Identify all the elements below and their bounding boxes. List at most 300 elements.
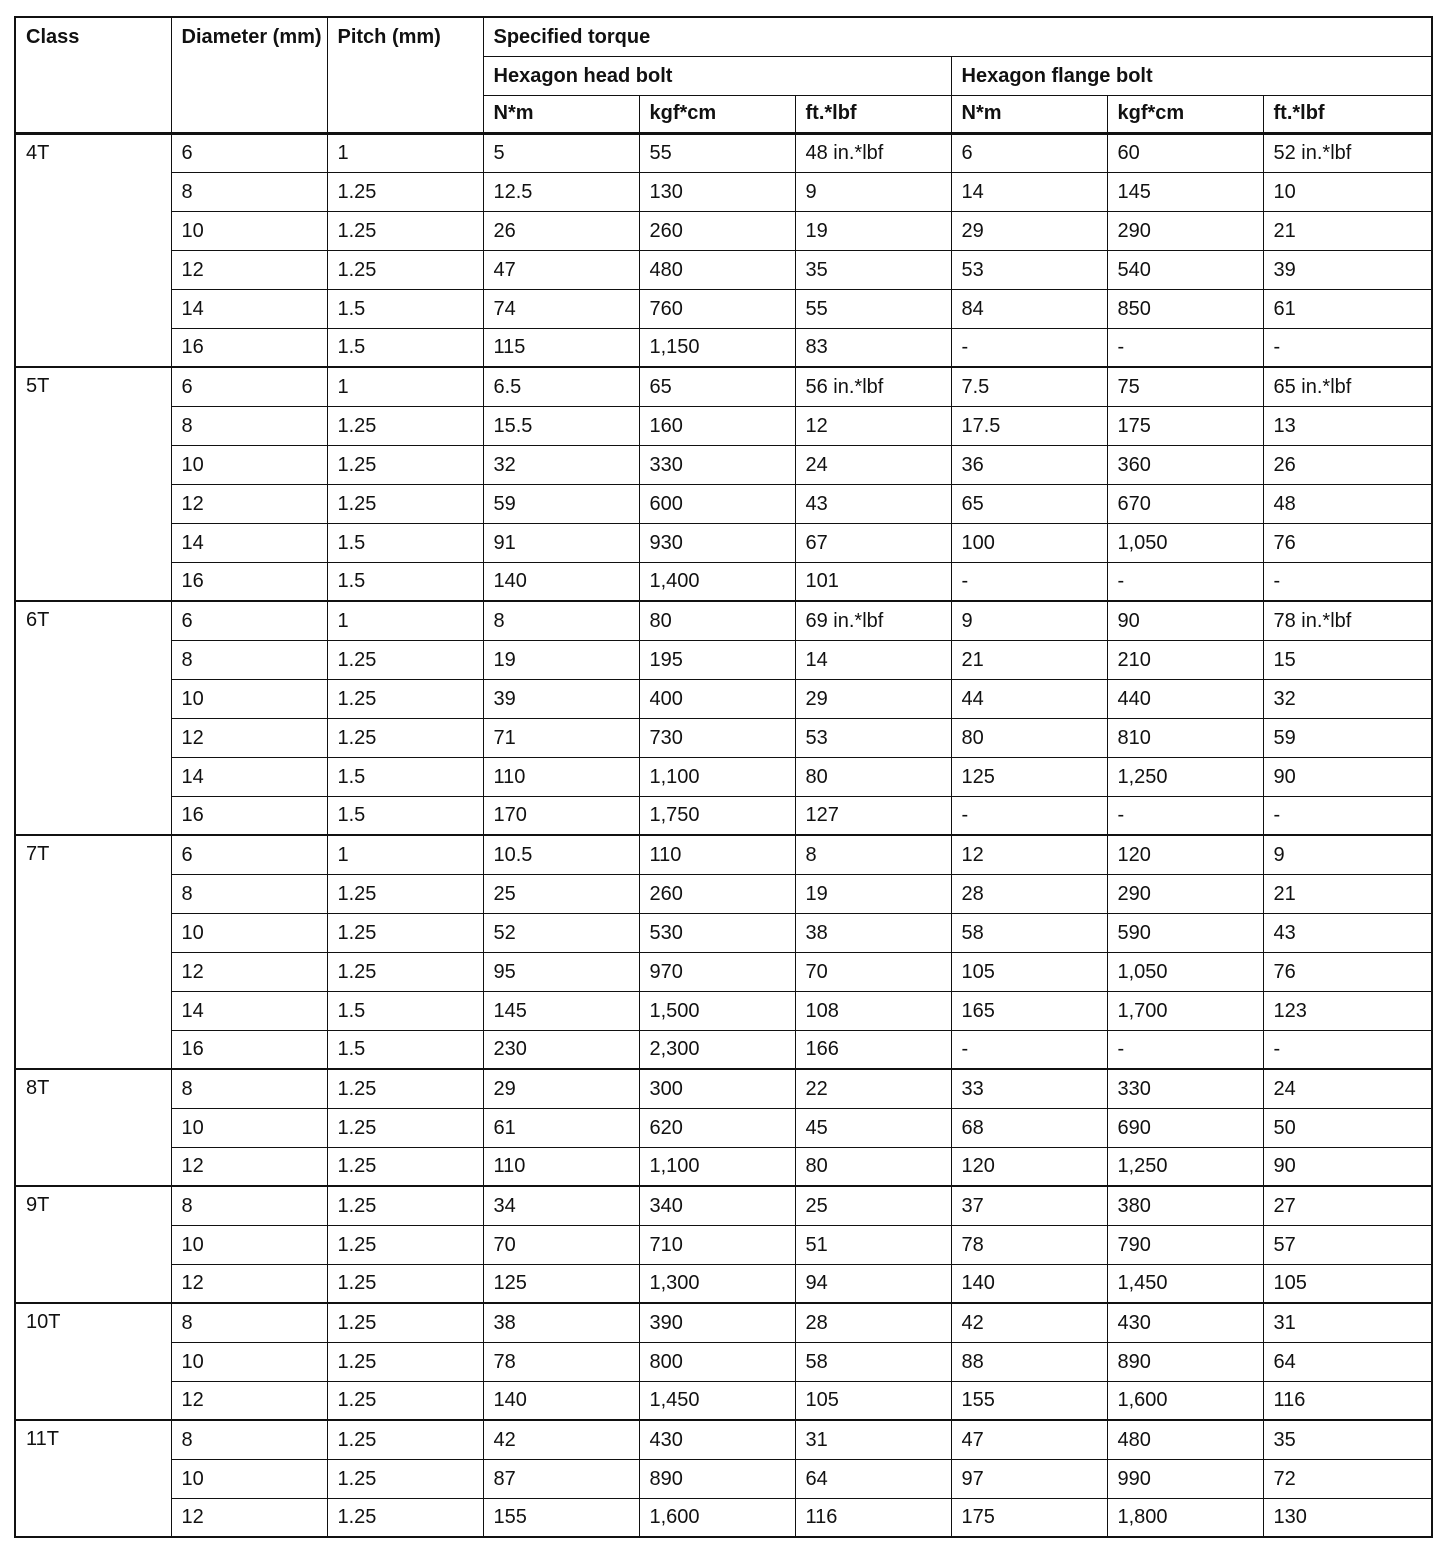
- cell-head-ftlbf: 14: [795, 640, 951, 679]
- cell-flange-kgfcm: 290: [1107, 874, 1263, 913]
- cell-flange-kgfcm: 670: [1107, 484, 1263, 523]
- cell-diameter: 10: [171, 445, 327, 484]
- cell-flange-nm: -: [951, 796, 1107, 835]
- cell-flange-ftlbf: 76: [1263, 952, 1432, 991]
- cell-diameter: 14: [171, 523, 327, 562]
- header-unit-flange-nm: N*m: [951, 95, 1107, 133]
- cell-head-nm: 95: [483, 952, 639, 991]
- table-row: [15, 1225, 1432, 1264]
- cell-flange-nm: 29: [951, 211, 1107, 250]
- cell-head-nm: 8: [483, 601, 639, 640]
- cell-flange-kgfcm: 75: [1107, 367, 1263, 406]
- cell-head-ftlbf: 12: [795, 406, 951, 445]
- cell-pitch: 1.25: [327, 1225, 483, 1264]
- cell-flange-nm: 65: [951, 484, 1107, 523]
- cell-flange-kgfcm: 90: [1107, 601, 1263, 640]
- cell-head-kgfcm: 300: [639, 1069, 795, 1108]
- cell-pitch: 1.25: [327, 1342, 483, 1381]
- cell-head-nm: 140: [483, 1381, 639, 1420]
- cell-head-ftlbf: 105: [795, 1381, 951, 1420]
- cell-flange-nm: 140: [951, 1264, 1107, 1303]
- cell-head-ftlbf: 116: [795, 1498, 951, 1537]
- cell-head-nm: 26: [483, 211, 639, 250]
- cell-flange-ftlbf: 90: [1263, 1147, 1432, 1186]
- cell-pitch: 1.25: [327, 718, 483, 757]
- table-row: [15, 250, 1432, 289]
- cell-flange-ftlbf: 48: [1263, 484, 1432, 523]
- cell-flange-ftlbf: 9: [1263, 835, 1432, 874]
- cell-flange-nm: 78: [951, 1225, 1107, 1264]
- cell-head-nm: 125: [483, 1264, 639, 1303]
- cell-flange-ftlbf: 90: [1263, 757, 1432, 796]
- cell-diameter: 12: [171, 484, 327, 523]
- cell-head-kgfcm: 330: [639, 445, 795, 484]
- cell-head-nm: 32: [483, 445, 639, 484]
- header-unit-flange-kgfcm: kgf*cm: [1107, 95, 1263, 133]
- table-row: [15, 874, 1432, 913]
- cell-head-nm: 61: [483, 1108, 639, 1147]
- cell-head-ftlbf: 83: [795, 328, 951, 367]
- table-row: [15, 1069, 1432, 1108]
- cell-flange-kgfcm: 60: [1107, 133, 1263, 172]
- cell-flange-nm: -: [951, 1030, 1107, 1069]
- cell-pitch: 1.5: [327, 523, 483, 562]
- cell-flange-kgfcm: 120: [1107, 835, 1263, 874]
- cell-flange-kgfcm: 1,050: [1107, 952, 1263, 991]
- cell-pitch: 1.5: [327, 991, 483, 1030]
- cell-head-nm: 91: [483, 523, 639, 562]
- cell-head-kgfcm: 195: [639, 640, 795, 679]
- cell-head-nm: 59: [483, 484, 639, 523]
- cell-head-ftlbf: 69 in.*lbf: [795, 601, 951, 640]
- cell-head-nm: 71: [483, 718, 639, 757]
- table-row: [15, 289, 1432, 328]
- cell-head-ftlbf: 70: [795, 952, 951, 991]
- cell-head-kgfcm: 480: [639, 250, 795, 289]
- cell-pitch: 1.25: [327, 1420, 483, 1459]
- cell-diameter: 6: [171, 367, 327, 406]
- cell-flange-ftlbf: 65 in.*lbf: [1263, 367, 1432, 406]
- cell-head-ftlbf: 55: [795, 289, 951, 328]
- table-row: [15, 796, 1432, 835]
- cell-pitch: 1.5: [327, 757, 483, 796]
- cell-pitch: 1.25: [327, 211, 483, 250]
- cell-flange-kgfcm: 440: [1107, 679, 1263, 718]
- cell-head-nm: 34: [483, 1186, 639, 1225]
- cell-flange-ftlbf: -: [1263, 1030, 1432, 1069]
- cell-diameter: 12: [171, 718, 327, 757]
- cell-head-nm: 74: [483, 289, 639, 328]
- table-row: [15, 445, 1432, 484]
- cell-flange-kgfcm: 480: [1107, 1420, 1263, 1459]
- cell-pitch: 1.25: [327, 1381, 483, 1420]
- cell-diameter: 8: [171, 874, 327, 913]
- header-diameter: Diameter (mm): [171, 17, 327, 133]
- table-row: [15, 757, 1432, 796]
- cell-flange-kgfcm: 540: [1107, 250, 1263, 289]
- cell-flange-kgfcm: -: [1107, 796, 1263, 835]
- torque-spec-table: [14, 16, 1433, 1538]
- table-row: [15, 406, 1432, 445]
- cell-head-kgfcm: 80: [639, 601, 795, 640]
- cell-pitch: 1.25: [327, 1147, 483, 1186]
- cell-head-ftlbf: 25: [795, 1186, 951, 1225]
- cell-head-nm: 12.5: [483, 172, 639, 211]
- cell-flange-ftlbf: 27: [1263, 1186, 1432, 1225]
- cell-diameter: 16: [171, 562, 327, 601]
- header-hex-flange-bolt: Hexagon flange bolt: [951, 56, 1432, 95]
- cell-flange-nm: 14: [951, 172, 1107, 211]
- cell-head-kgfcm: 130: [639, 172, 795, 211]
- header-unit-head-nm: N*m: [483, 95, 639, 133]
- cell-head-nm: 110: [483, 757, 639, 796]
- cell-flange-nm: 7.5: [951, 367, 1107, 406]
- table-row: [15, 1381, 1432, 1420]
- table-row: [15, 640, 1432, 679]
- cell-flange-nm: 120: [951, 1147, 1107, 1186]
- cell-flange-nm: 17.5: [951, 406, 1107, 445]
- cell-flange-ftlbf: 52 in.*lbf: [1263, 133, 1432, 172]
- cell-diameter: 16: [171, 1030, 327, 1069]
- cell-flange-kgfcm: 890: [1107, 1342, 1263, 1381]
- table-row: [15, 1342, 1432, 1381]
- cell-flange-kgfcm: 210: [1107, 640, 1263, 679]
- cell-flange-nm: 88: [951, 1342, 1107, 1381]
- cell-flange-nm: 6: [951, 133, 1107, 172]
- cell-head-nm: 39: [483, 679, 639, 718]
- cell-head-nm: 170: [483, 796, 639, 835]
- cell-pitch: 1.5: [327, 1030, 483, 1069]
- cell-head-kgfcm: 110: [639, 835, 795, 874]
- cell-flange-ftlbf: 13: [1263, 406, 1432, 445]
- table-row: [15, 679, 1432, 718]
- cell-head-ftlbf: 38: [795, 913, 951, 952]
- cell-flange-kgfcm: 380: [1107, 1186, 1263, 1225]
- cell-flange-kgfcm: 1,250: [1107, 757, 1263, 796]
- cell-flange-ftlbf: 78 in.*lbf: [1263, 601, 1432, 640]
- cell-flange-ftlbf: 72: [1263, 1459, 1432, 1498]
- table-row: [15, 1030, 1432, 1069]
- table-row: [15, 328, 1432, 367]
- cell-diameter: 6: [171, 835, 327, 874]
- cell-class: 8T: [15, 1069, 171, 1186]
- cell-head-ftlbf: 166: [795, 1030, 951, 1069]
- cell-flange-ftlbf: 57: [1263, 1225, 1432, 1264]
- cell-pitch: 1.25: [327, 1069, 483, 1108]
- cell-pitch: 1.25: [327, 1186, 483, 1225]
- cell-head-kgfcm: 800: [639, 1342, 795, 1381]
- cell-flange-kgfcm: 1,700: [1107, 991, 1263, 1030]
- cell-head-nm: 70: [483, 1225, 639, 1264]
- cell-head-nm: 230: [483, 1030, 639, 1069]
- cell-flange-kgfcm: 290: [1107, 211, 1263, 250]
- cell-flange-kgfcm: 1,800: [1107, 1498, 1263, 1537]
- cell-flange-kgfcm: -: [1107, 1030, 1263, 1069]
- cell-flange-nm: 44: [951, 679, 1107, 718]
- cell-head-ftlbf: 67: [795, 523, 951, 562]
- cell-diameter: 16: [171, 796, 327, 835]
- cell-pitch: 1: [327, 367, 483, 406]
- cell-flange-nm: 12: [951, 835, 1107, 874]
- cell-flange-nm: 155: [951, 1381, 1107, 1420]
- cell-head-nm: 115: [483, 328, 639, 367]
- cell-flange-kgfcm: 590: [1107, 913, 1263, 952]
- cell-flange-nm: -: [951, 328, 1107, 367]
- cell-flange-ftlbf: 26: [1263, 445, 1432, 484]
- cell-head-kgfcm: 1,400: [639, 562, 795, 601]
- cell-diameter: 6: [171, 133, 327, 172]
- cell-flange-kgfcm: 145: [1107, 172, 1263, 211]
- cell-flange-nm: 58: [951, 913, 1107, 952]
- cell-flange-nm: 53: [951, 250, 1107, 289]
- cell-head-kgfcm: 430: [639, 1420, 795, 1459]
- cell-flange-nm: -: [951, 562, 1107, 601]
- cell-head-nm: 47: [483, 250, 639, 289]
- cell-head-nm: 29: [483, 1069, 639, 1108]
- cell-head-kgfcm: 620: [639, 1108, 795, 1147]
- cell-pitch: 1.25: [327, 172, 483, 211]
- cell-flange-ftlbf: 130: [1263, 1498, 1432, 1537]
- cell-diameter: 8: [171, 406, 327, 445]
- cell-diameter: 14: [171, 991, 327, 1030]
- table-row: [15, 562, 1432, 601]
- cell-pitch: 1.25: [327, 1264, 483, 1303]
- cell-pitch: 1.5: [327, 289, 483, 328]
- cell-head-nm: 42: [483, 1420, 639, 1459]
- cell-flange-ftlbf: 10: [1263, 172, 1432, 211]
- cell-pitch: 1.5: [327, 562, 483, 601]
- cell-head-kgfcm: 730: [639, 718, 795, 757]
- cell-head-kgfcm: 260: [639, 874, 795, 913]
- cell-head-kgfcm: 340: [639, 1186, 795, 1225]
- cell-flange-kgfcm: 790: [1107, 1225, 1263, 1264]
- cell-flange-kgfcm: 1,600: [1107, 1381, 1263, 1420]
- table-row: [15, 367, 1432, 406]
- cell-flange-kgfcm: -: [1107, 562, 1263, 601]
- cell-pitch: 1.25: [327, 1498, 483, 1537]
- cell-pitch: 1.5: [327, 796, 483, 835]
- cell-flange-kgfcm: 175: [1107, 406, 1263, 445]
- cell-head-ftlbf: 35: [795, 250, 951, 289]
- cell-flange-ftlbf: 32: [1263, 679, 1432, 718]
- cell-flange-kgfcm: 1,050: [1107, 523, 1263, 562]
- cell-head-nm: 145: [483, 991, 639, 1030]
- table-row: [15, 991, 1432, 1030]
- cell-head-nm: 25: [483, 874, 639, 913]
- cell-head-ftlbf: 51: [795, 1225, 951, 1264]
- cell-flange-ftlbf: -: [1263, 562, 1432, 601]
- cell-diameter: 10: [171, 1459, 327, 1498]
- table-body: [15, 133, 1432, 1537]
- table-row: [15, 172, 1432, 211]
- cell-flange-kgfcm: 430: [1107, 1303, 1263, 1342]
- cell-head-ftlbf: 28: [795, 1303, 951, 1342]
- cell-diameter: 10: [171, 1108, 327, 1147]
- cell-head-ftlbf: 31: [795, 1420, 951, 1459]
- cell-head-ftlbf: 45: [795, 1108, 951, 1147]
- cell-flange-kgfcm: 330: [1107, 1069, 1263, 1108]
- cell-head-kgfcm: 760: [639, 289, 795, 328]
- cell-pitch: 1.25: [327, 1459, 483, 1498]
- cell-head-ftlbf: 19: [795, 874, 951, 913]
- cell-flange-nm: 68: [951, 1108, 1107, 1147]
- cell-head-kgfcm: 1,100: [639, 757, 795, 796]
- cell-head-kgfcm: 530: [639, 913, 795, 952]
- cell-diameter: 12: [171, 1147, 327, 1186]
- cell-pitch: 1.25: [327, 1108, 483, 1147]
- cell-flange-nm: 175: [951, 1498, 1107, 1537]
- cell-diameter: 12: [171, 952, 327, 991]
- cell-head-nm: 110: [483, 1147, 639, 1186]
- cell-head-kgfcm: 1,750: [639, 796, 795, 835]
- cell-diameter: 6: [171, 601, 327, 640]
- cell-class: 5T: [15, 367, 171, 601]
- cell-flange-nm: 97: [951, 1459, 1107, 1498]
- cell-flange-ftlbf: 15: [1263, 640, 1432, 679]
- cell-class: 11T: [15, 1420, 171, 1537]
- cell-head-kgfcm: 1,600: [639, 1498, 795, 1537]
- cell-pitch: 1: [327, 835, 483, 874]
- cell-pitch: 1.25: [327, 445, 483, 484]
- cell-flange-nm: 125: [951, 757, 1107, 796]
- table-row: [15, 1303, 1432, 1342]
- table-row: [15, 718, 1432, 757]
- cell-flange-nm: 33: [951, 1069, 1107, 1108]
- cell-diameter: 10: [171, 1225, 327, 1264]
- cell-flange-ftlbf: 21: [1263, 874, 1432, 913]
- cell-class: 9T: [15, 1186, 171, 1303]
- cell-flange-ftlbf: 64: [1263, 1342, 1432, 1381]
- cell-class: 7T: [15, 835, 171, 1069]
- cell-diameter: 16: [171, 328, 327, 367]
- cell-head-kgfcm: 930: [639, 523, 795, 562]
- cell-flange-nm: 37: [951, 1186, 1107, 1225]
- cell-head-nm: 78: [483, 1342, 639, 1381]
- cell-head-nm: 19: [483, 640, 639, 679]
- table-row: [15, 1459, 1432, 1498]
- cell-pitch: 1.25: [327, 250, 483, 289]
- table-row: [15, 913, 1432, 952]
- cell-class: 4T: [15, 133, 171, 367]
- cell-diameter: 10: [171, 1342, 327, 1381]
- header-unit-flange-ftlbf: ft.*lbf: [1263, 95, 1432, 133]
- cell-head-ftlbf: 108: [795, 991, 951, 1030]
- cell-flange-ftlbf: 39: [1263, 250, 1432, 289]
- table-row: [15, 1186, 1432, 1225]
- cell-head-kgfcm: 1,150: [639, 328, 795, 367]
- table-row: [15, 1108, 1432, 1147]
- table-row: [15, 1420, 1432, 1459]
- cell-head-ftlbf: 9: [795, 172, 951, 211]
- cell-head-ftlbf: 8: [795, 835, 951, 874]
- cell-flange-ftlbf: 35: [1263, 1420, 1432, 1459]
- cell-flange-ftlbf: 123: [1263, 991, 1432, 1030]
- cell-flange-ftlbf: 31: [1263, 1303, 1432, 1342]
- table-row: [15, 952, 1432, 991]
- cell-flange-nm: 21: [951, 640, 1107, 679]
- header-class: Class: [15, 17, 171, 133]
- cell-head-nm: 5: [483, 133, 639, 172]
- cell-head-nm: 10.5: [483, 835, 639, 874]
- cell-head-nm: 52: [483, 913, 639, 952]
- cell-diameter: 10: [171, 211, 327, 250]
- cell-head-kgfcm: 1,500: [639, 991, 795, 1030]
- cell-head-kgfcm: 400: [639, 679, 795, 718]
- cell-head-kgfcm: 65: [639, 367, 795, 406]
- cell-head-ftlbf: 24: [795, 445, 951, 484]
- cell-flange-kgfcm: 850: [1107, 289, 1263, 328]
- cell-head-nm: 140: [483, 562, 639, 601]
- cell-diameter: 12: [171, 250, 327, 289]
- cell-diameter: 10: [171, 679, 327, 718]
- cell-flange-nm: 100: [951, 523, 1107, 562]
- cell-flange-kgfcm: -: [1107, 328, 1263, 367]
- cell-diameter: 14: [171, 289, 327, 328]
- cell-flange-nm: 28: [951, 874, 1107, 913]
- table-row: [15, 601, 1432, 640]
- cell-flange-ftlbf: 24: [1263, 1069, 1432, 1108]
- table-row: [15, 1498, 1432, 1537]
- cell-head-ftlbf: 80: [795, 757, 951, 796]
- cell-flange-nm: 9: [951, 601, 1107, 640]
- cell-flange-kgfcm: 1,250: [1107, 1147, 1263, 1186]
- cell-head-ftlbf: 64: [795, 1459, 951, 1498]
- cell-head-ftlbf: 22: [795, 1069, 951, 1108]
- cell-pitch: 1.25: [327, 874, 483, 913]
- cell-head-ftlbf: 29: [795, 679, 951, 718]
- cell-flange-kgfcm: 1,450: [1107, 1264, 1263, 1303]
- cell-flange-ftlbf: -: [1263, 328, 1432, 367]
- cell-head-kgfcm: 2,300: [639, 1030, 795, 1069]
- cell-class: 10T: [15, 1303, 171, 1420]
- cell-diameter: 8: [171, 1069, 327, 1108]
- cell-pitch: 1: [327, 133, 483, 172]
- cell-head-nm: 155: [483, 1498, 639, 1537]
- cell-flange-nm: 36: [951, 445, 1107, 484]
- cell-head-kgfcm: 55: [639, 133, 795, 172]
- header-hex-head-bolt: Hexagon head bolt: [483, 56, 951, 95]
- cell-diameter: 12: [171, 1498, 327, 1537]
- table-header: [15, 17, 1432, 133]
- cell-pitch: 1.25: [327, 679, 483, 718]
- cell-head-kgfcm: 260: [639, 211, 795, 250]
- cell-diameter: 12: [171, 1264, 327, 1303]
- cell-pitch: 1.25: [327, 952, 483, 991]
- cell-head-ftlbf: 94: [795, 1264, 951, 1303]
- cell-class: 6T: [15, 601, 171, 835]
- cell-pitch: 1.25: [327, 640, 483, 679]
- cell-head-ftlbf: 53: [795, 718, 951, 757]
- cell-diameter: 14: [171, 757, 327, 796]
- cell-head-ftlbf: 127: [795, 796, 951, 835]
- cell-flange-ftlbf: 21: [1263, 211, 1432, 250]
- table-row: [15, 1147, 1432, 1186]
- cell-flange-nm: 47: [951, 1420, 1107, 1459]
- cell-pitch: 1.5: [327, 328, 483, 367]
- cell-head-kgfcm: 160: [639, 406, 795, 445]
- cell-diameter: 8: [171, 1420, 327, 1459]
- cell-head-kgfcm: 970: [639, 952, 795, 991]
- cell-flange-ftlbf: 43: [1263, 913, 1432, 952]
- cell-pitch: 1.25: [327, 484, 483, 523]
- cell-flange-kgfcm: 360: [1107, 445, 1263, 484]
- cell-head-nm: 15.5: [483, 406, 639, 445]
- header-specified-torque: Specified torque: [483, 17, 1432, 56]
- cell-pitch: 1: [327, 601, 483, 640]
- cell-head-nm: 6.5: [483, 367, 639, 406]
- cell-diameter: 8: [171, 1303, 327, 1342]
- cell-head-ftlbf: 48 in.*lbf: [795, 133, 951, 172]
